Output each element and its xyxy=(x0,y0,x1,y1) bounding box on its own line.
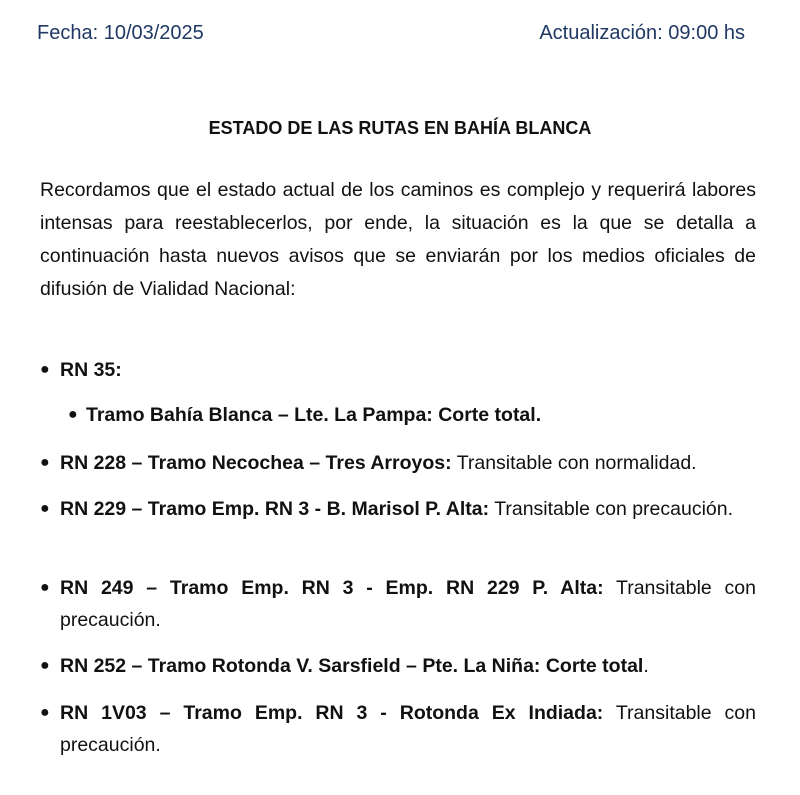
bullet-icon: ● xyxy=(40,454,50,471)
bullet-icon: ● xyxy=(40,579,50,596)
list-item-rn228 xyxy=(40,447,756,479)
intro-paragraph: Recordamos que el estado actual de los caminos es complejo y requerirá labores intensas para reestablecerlos, por ende, la situación es la que se detalla a continuación hasta nuevos avisos que se enviarán por los medios oficiales de difusión de Vialidad Nacional: xyxy=(40,179,756,300)
list-item-rn35-sub xyxy=(68,399,756,431)
route-status: Transitable con precaución. xyxy=(60,577,756,631)
list-item-rn35 xyxy=(40,354,756,386)
route-status: . xyxy=(643,655,649,677)
route-label: RN 252 – Tramo Rotonda V. Sarsfield – Pte. La Niña: Corte total xyxy=(60,655,644,677)
route-label: RN 35: xyxy=(60,359,122,381)
bullet-icon: ● xyxy=(40,704,50,721)
route-status: Transitable con precaución. xyxy=(489,498,734,520)
update-time-label: Actualización: 09:00 hs xyxy=(539,22,745,44)
route-label: RN 249 – Tramo Emp. RN 3 - Emp. RN 229 P. Alta: xyxy=(60,577,604,599)
bullet-icon: ● xyxy=(40,500,50,517)
list-item-rn252 xyxy=(40,650,756,682)
list-item-rn1v03 xyxy=(40,697,756,761)
document-header xyxy=(37,22,745,45)
route-status: Transitable con normalidad. xyxy=(451,452,697,474)
bullet-icon: ● xyxy=(68,406,78,423)
list-item-rn229 xyxy=(40,493,756,525)
list-item-rn249 xyxy=(40,572,756,636)
page-title: ESTADO DE LAS RUTAS EN BAHÍA BLANCA xyxy=(208,118,592,138)
bullet-icon: ● xyxy=(40,657,50,674)
route-label: RN 228 – Tramo Necochea – Tres Arroyos: xyxy=(60,452,452,474)
route-label: RN 1V03 – Tramo Emp. RN 3 - Rotonda Ex Indiada: xyxy=(60,702,604,724)
bullet-icon: ● xyxy=(40,361,50,378)
route-label: RN 229 – Tramo Emp. RN 3 - B. Marisol P. Alta: xyxy=(60,498,490,520)
route-label: Tramo Bahía Blanca – Lte. La Pampa: Corte total. xyxy=(86,404,542,426)
date-label: Fecha: 10/03/2025 xyxy=(37,22,204,44)
route-status: Transitable con precaución. xyxy=(60,702,756,756)
